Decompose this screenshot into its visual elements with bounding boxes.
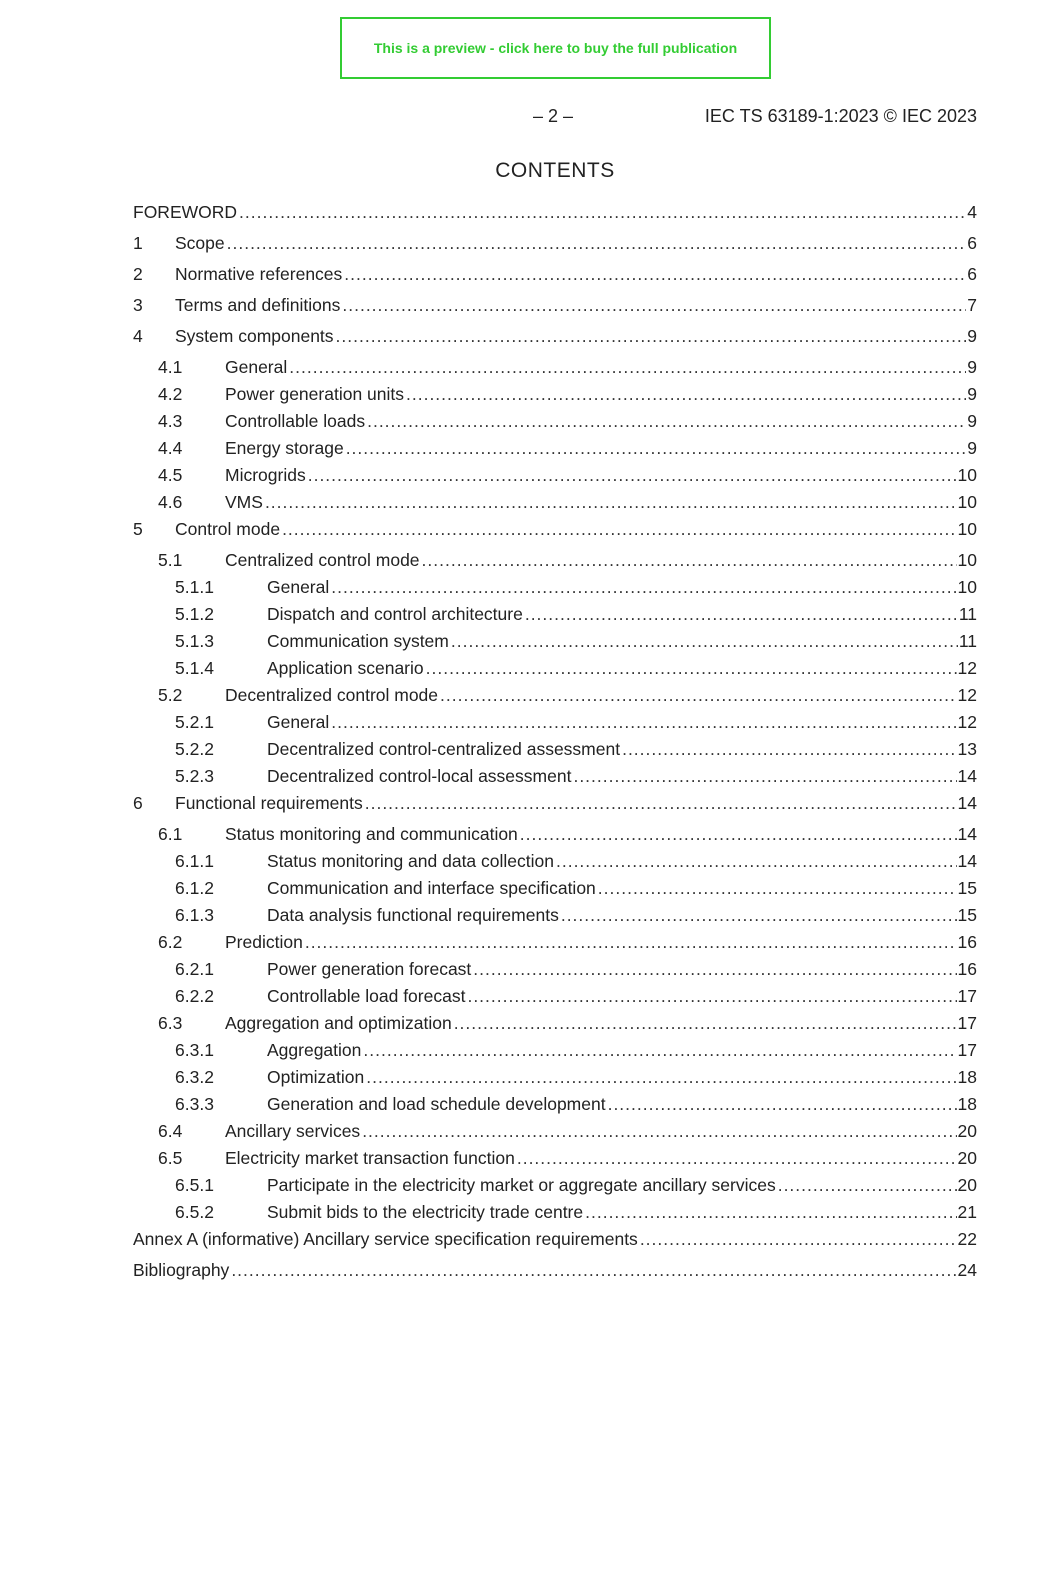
dot-leader	[366, 1067, 956, 1088]
toc-entry-number: 5.2.1	[175, 712, 214, 732]
toc-entry	[133, 1202, 977, 1226]
toc-entry-page: 13	[957, 739, 977, 759]
toc-entry-page: 24	[957, 1260, 977, 1280]
toc-entry-page: 9	[967, 438, 977, 458]
dot-leader	[440, 685, 957, 706]
toc-entry	[133, 264, 977, 288]
dot-leader	[231, 1260, 956, 1281]
toc-entry	[133, 1148, 977, 1172]
toc-entry-page: 15	[957, 878, 977, 898]
toc-entry-page: 10	[957, 519, 977, 539]
toc-entry-page: 9	[967, 411, 977, 431]
toc-entry	[133, 658, 977, 682]
toc-entry-number: 6.2	[158, 932, 183, 952]
toc-entry	[133, 851, 977, 875]
toc-entry-number: 6.2.1	[175, 959, 214, 979]
toc-entry	[133, 1067, 977, 1091]
dot-leader	[308, 465, 957, 486]
banner-text: This is a preview - click here to buy the full publication	[373, 40, 738, 56]
toc-entry	[133, 878, 977, 902]
toc-entry-number: 6.1.2	[175, 878, 214, 898]
toc-entry-number: 6.1.1	[175, 851, 214, 871]
toc-entry-number: 3	[133, 295, 143, 315]
toc-entry-title: Optimization	[267, 1067, 365, 1087]
toc-entry-title: Status monitoring and communication	[225, 824, 518, 844]
toc-entry-page: 22	[957, 1229, 977, 1249]
toc-entry	[133, 295, 977, 319]
toc-entry-number: 6.5.1	[175, 1175, 214, 1195]
toc-entry	[133, 932, 977, 956]
dot-leader	[778, 1175, 957, 1196]
toc-entry-number: 5.2	[158, 685, 183, 705]
toc-entry-title: Ancillary services	[225, 1121, 361, 1141]
toc-entry-title: Bibliography	[133, 1260, 230, 1280]
toc-entry-page: 20	[957, 1121, 977, 1141]
toc-entry-title: Power generation forecast	[267, 959, 472, 979]
toc-entry-page: 11	[958, 604, 977, 624]
toc-entry	[133, 959, 977, 983]
toc-entry-title: Submit bids to the electricity trade centre	[267, 1202, 584, 1222]
dot-leader	[525, 604, 958, 625]
toc-entry-title: Electricity market transaction function	[225, 1148, 515, 1168]
dot-leader	[227, 233, 967, 254]
toc-entry-title: Decentralized control-local assessment	[267, 766, 572, 786]
toc-entry-title: Aggregation and optimization	[225, 1013, 452, 1033]
toc-entry-page: 20	[957, 1148, 977, 1168]
toc-entry	[133, 905, 977, 929]
toc-entry-number: 1	[133, 233, 143, 253]
toc-entry-number: 2	[133, 264, 143, 284]
toc-entry	[133, 1229, 977, 1253]
toc-entry-number: 6.5.2	[175, 1202, 214, 1222]
dot-leader	[331, 577, 956, 598]
toc-entry	[133, 357, 977, 381]
dot-leader	[426, 658, 957, 679]
toc-entry-page: 10	[957, 550, 977, 570]
toc-entry-title: Prediction	[225, 932, 303, 952]
toc-entry-title: Data analysis functional requirements	[267, 905, 559, 925]
toc-entry	[133, 577, 977, 601]
dot-leader	[573, 766, 956, 787]
dot-leader	[640, 1229, 957, 1250]
toc-entry	[133, 411, 977, 435]
dot-leader	[406, 384, 966, 405]
dot-leader	[282, 519, 956, 540]
dot-leader	[585, 1202, 956, 1223]
toc-entry	[133, 631, 977, 655]
toc-entry	[133, 519, 977, 543]
toc-entry-page: 10	[957, 577, 977, 597]
toc-entry-number: 6.5	[158, 1148, 183, 1168]
toc-entry-number: 5.2.3	[175, 766, 214, 786]
dot-leader	[331, 712, 956, 733]
toc-entry-number: 6.1	[158, 824, 183, 844]
toc-entry-title: Generation and load schedule development	[267, 1094, 606, 1114]
toc-entry-page: 17	[957, 1013, 977, 1033]
dot-leader	[598, 878, 957, 899]
toc-entry-title: Communication and interface specification	[267, 878, 596, 898]
toc-entry-page: 6	[967, 233, 977, 253]
toc-entry-number: 5.1.4	[175, 658, 214, 678]
toc-entry-title: Controllable load forecast	[267, 986, 466, 1006]
toc-entry-title: Power generation units	[225, 384, 404, 404]
toc-entry-title: Participate in the electricity market or aggregate ancillary services	[267, 1175, 776, 1195]
buy-publication-banner[interactable]	[340, 17, 771, 79]
toc-entry	[133, 438, 977, 462]
toc-entry-title: Controllable loads	[225, 411, 366, 431]
toc-entry-page: 12	[957, 658, 977, 678]
toc-entry-page: 6	[967, 264, 977, 284]
toc-entry-number: 5.1.2	[175, 604, 214, 624]
toc-entry	[133, 233, 977, 257]
page-number: – 2 –	[533, 106, 574, 126]
toc-entry-number: 6.3.2	[175, 1067, 214, 1087]
toc-entry-title: Energy storage	[225, 438, 344, 458]
toc-entry-title: Annex A (informative) Ancillary service specification requirements	[133, 1229, 638, 1249]
toc-entry-title: Control mode	[175, 519, 281, 539]
dot-leader	[363, 1040, 956, 1061]
toc-entry-page: 10	[957, 492, 977, 512]
toc-entry-page: 10	[957, 465, 977, 485]
toc-entry-page: 17	[957, 1040, 977, 1060]
toc-entry-number: 4.1	[158, 357, 183, 377]
toc-entry-number: 4.6	[158, 492, 183, 512]
toc-entry	[133, 824, 977, 848]
toc-entry-page: 9	[967, 357, 977, 377]
dot-leader	[239, 202, 966, 223]
toc-entry-page: 7	[967, 295, 977, 315]
dot-leader	[517, 1148, 957, 1169]
toc-entry-page: 17	[957, 986, 977, 1006]
toc-entry	[133, 986, 977, 1010]
dot-leader	[561, 905, 957, 926]
toc-entry-title: Dispatch and control architecture	[267, 604, 523, 624]
toc-entry-page: 14	[957, 851, 977, 871]
dot-leader	[289, 357, 966, 378]
toc-entry-number: 4.5	[158, 465, 183, 485]
toc-entry	[133, 202, 977, 226]
toc-entry	[133, 739, 977, 763]
toc-entry-title: Decentralized control-centralized assessment	[267, 739, 621, 759]
dot-leader	[556, 851, 957, 872]
dot-leader	[342, 295, 966, 316]
toc-entry	[133, 604, 977, 628]
toc-entry-page: 11	[958, 631, 977, 651]
toc-entry	[133, 1040, 977, 1064]
dot-leader	[344, 264, 966, 285]
toc-entry-title: Centralized control mode	[225, 550, 420, 570]
toc-entry-page: 14	[957, 793, 977, 813]
toc-entry-page: 12	[957, 712, 977, 732]
dot-leader	[336, 326, 967, 347]
toc-entry-page: 14	[957, 824, 977, 844]
toc-entry-page: 16	[957, 932, 977, 952]
toc-entry-number: 5.2.2	[175, 739, 214, 759]
dot-leader	[367, 411, 966, 432]
toc-entry-number: 6.4	[158, 1121, 183, 1141]
toc-entry-number: 5	[133, 519, 143, 539]
dot-leader	[362, 1121, 956, 1142]
toc-entry	[133, 465, 977, 489]
toc-entry	[133, 550, 977, 574]
toc-entry	[133, 1121, 977, 1145]
toc-entry-title: Scope	[175, 233, 225, 253]
toc-entry	[133, 326, 977, 350]
dot-leader	[451, 631, 958, 652]
toc-entry	[133, 384, 977, 408]
contents-title: CONTENTS	[495, 159, 615, 182]
dot-leader	[622, 739, 956, 760]
dot-leader	[265, 492, 957, 513]
toc-entry-page: 4	[967, 202, 977, 222]
dot-leader	[520, 824, 957, 845]
toc-entry-number: 4.2	[158, 384, 183, 404]
toc-entry-title: FOREWORD	[133, 202, 238, 222]
toc-entry-page: 18	[957, 1094, 977, 1114]
toc-entry-page: 16	[957, 959, 977, 979]
toc-entry-title: General	[267, 577, 330, 597]
toc-entry-number: 4.4	[158, 438, 183, 458]
toc-entry	[133, 712, 977, 736]
toc-entry-page: 9	[967, 326, 977, 346]
toc-entry	[133, 1013, 977, 1037]
toc-entry-number: 4.3	[158, 411, 183, 431]
toc-entry	[133, 1175, 977, 1199]
dot-leader	[454, 1013, 957, 1034]
toc-entry	[133, 492, 977, 516]
toc-entry-title: Communication system	[267, 631, 449, 651]
toc-entry	[133, 1094, 977, 1118]
toc-entry-title: Terms and definitions	[175, 295, 341, 315]
toc-entry-title: Aggregation	[267, 1040, 362, 1060]
toc-entry-title: General	[225, 357, 288, 377]
toc-entry-title: VMS	[225, 492, 263, 512]
toc-entry-number: 5.1	[158, 550, 183, 570]
toc-entry-title: Status monitoring and data collection	[267, 851, 554, 871]
dot-leader	[473, 959, 956, 980]
toc-entry-page: 9	[967, 384, 977, 404]
toc-entry-title: System components	[175, 326, 334, 346]
toc-entry-page: 15	[957, 905, 977, 925]
toc-entry-title: Microgrids	[225, 465, 306, 485]
toc-entry-number: 6.3	[158, 1013, 183, 1033]
toc-entry-number: 6.2.2	[175, 986, 214, 1006]
toc-entry	[133, 793, 977, 817]
toc-entry-page: 20	[957, 1175, 977, 1195]
toc-entry-page: 12	[957, 685, 977, 705]
dot-leader	[422, 550, 957, 571]
toc-entry-number: 5.1.3	[175, 631, 214, 651]
toc-entry-number: 4	[133, 326, 143, 346]
dot-leader	[346, 438, 967, 459]
toc-entry-title: Application scenario	[267, 658, 424, 678]
toc-entry-title: Functional requirements	[175, 793, 363, 813]
toc-entry	[133, 685, 977, 709]
document-reference: IEC TS 63189-1:2023 © IEC 2023	[704, 106, 977, 126]
toc-entry-title: Normative references	[175, 264, 343, 284]
toc-entry-page: 14	[957, 766, 977, 786]
dot-leader	[305, 932, 957, 953]
toc-entry-page: 18	[957, 1067, 977, 1087]
toc-entry-title: Decentralized control mode	[225, 685, 439, 705]
toc-entry	[133, 766, 977, 790]
dot-leader	[365, 793, 957, 814]
toc-entry-number: 6.1.3	[175, 905, 214, 925]
toc-entry-number: 6.3.3	[175, 1094, 214, 1114]
toc-entry-title: General	[267, 712, 330, 732]
toc-entry	[133, 1260, 977, 1284]
toc-entry-number: 5.1.1	[175, 577, 214, 597]
dot-leader	[608, 1094, 957, 1115]
toc-entry-number: 6	[133, 793, 143, 813]
dot-leader	[467, 986, 956, 1007]
toc-entry-page: 21	[957, 1202, 977, 1222]
toc-entry-number: 6.3.1	[175, 1040, 214, 1060]
